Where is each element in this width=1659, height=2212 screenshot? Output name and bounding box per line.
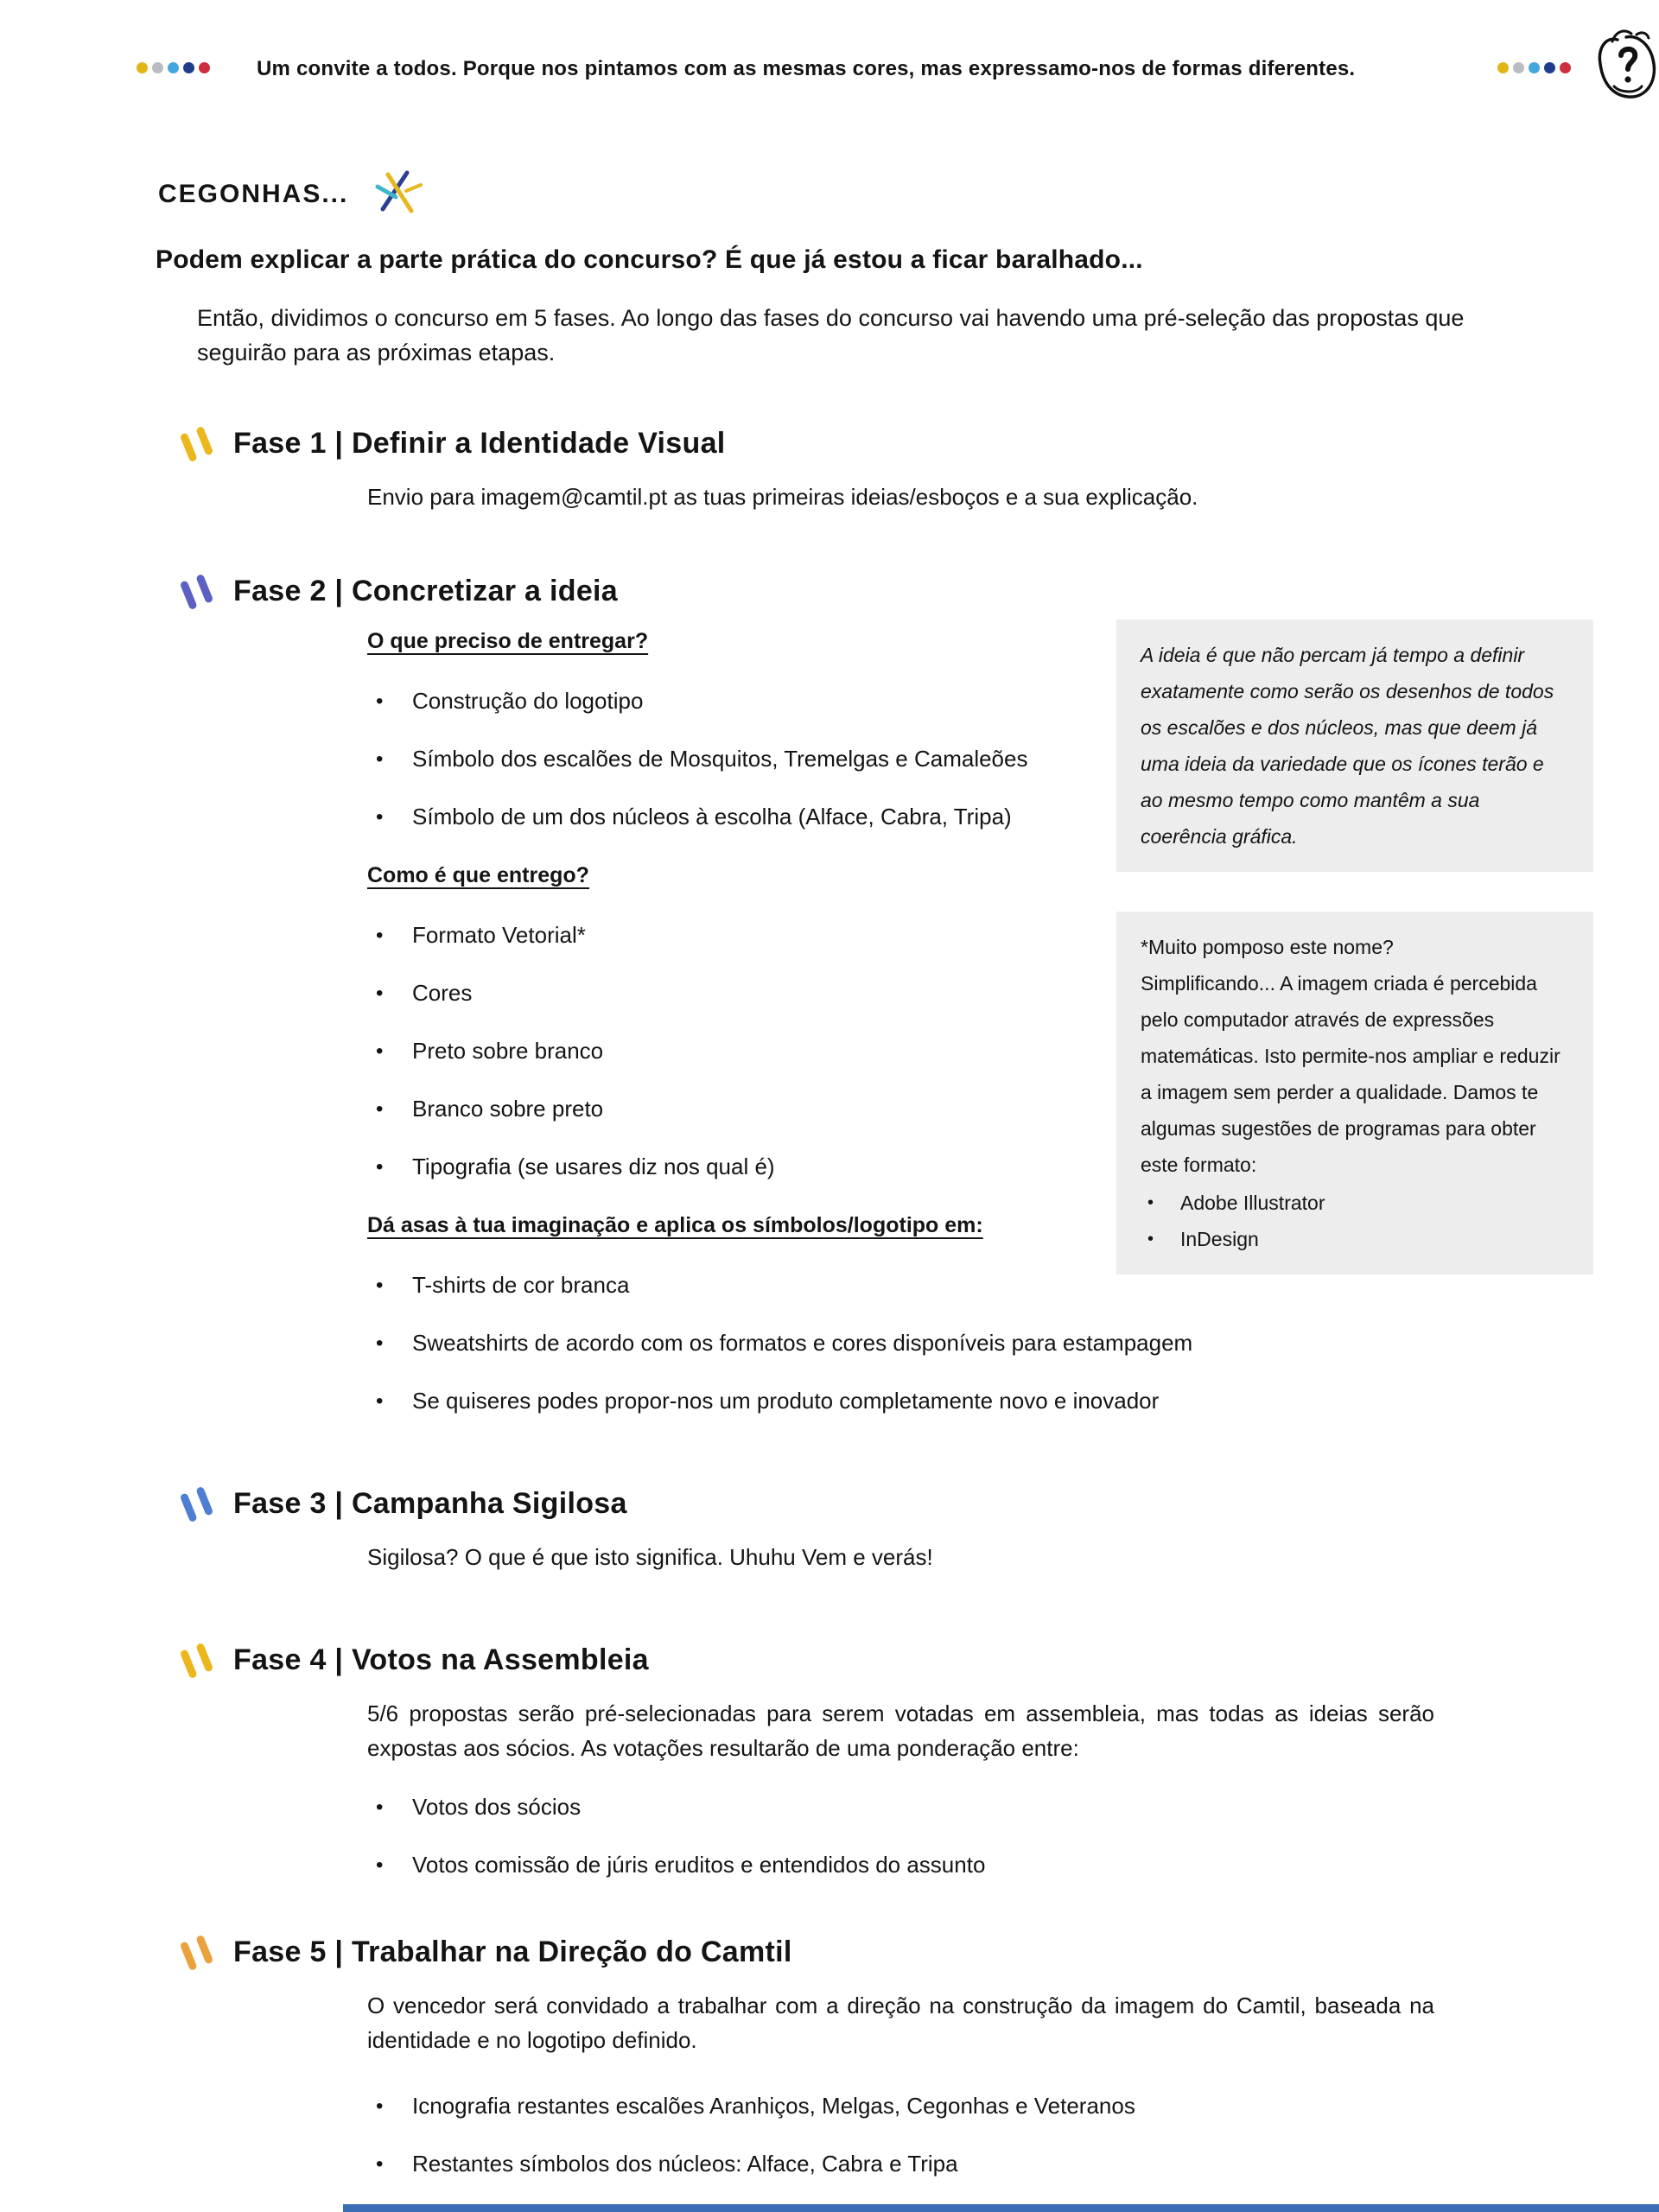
page-title: Podem explicar a parte prática do concurso? É que já estou a ficar baralhado... [156,245,1143,274]
side-note-vetorial-title: *Muito pomposo este nome? [1141,936,1394,958]
fase-5-list [367,2092,1659,2177]
fase-4-section [0,1643,1659,1878]
fase-3-body: Sigilosa? O que é que isto significa. Uhuhu Vem e verás! [367,1544,933,1570]
list-item: • Votos dos sócios [367,1793,1659,1821]
group-heading-aplica: Dá asas à tua imaginação e aplica os símbolos/logotipo em: [367,1213,983,1237]
list-item: • Se quiseres podes propor-nos um produto completamente novo e inovador [367,1387,1318,1414]
list-item: • Construção do logotipo [367,687,1318,715]
color-dot [137,62,148,73]
fase-4-body: 5/6 propostas serão pré-selecionadas para serem votadas em assembleia, mas todas as ideias serão expostas aos sócios. As votações resultarão de uma ponderação entre: [367,1700,1434,1761]
double-slash-icon [180,1934,214,1970]
fase-5-title-text: Fase 5 | Trabalhar na Direção do Camtil [233,1936,792,1968]
speaker-label: CEGONHAS... [158,180,349,208]
color-dot [199,62,210,73]
fase-1-title-text: Fase 1 | Definir a Identidade Visual [233,427,726,460]
brand-dots-left [137,62,210,73]
fase-4-list [367,1793,1659,1878]
list-item: • Cores [367,979,1318,1007]
intro-paragraph: Então, dividimos o concurso em 5 fases. Ao longo das fases do concurso vai havendo uma pré-seleção das propostas que seguirão para as próximas etapas. [197,305,1465,365]
list-item: • Formato Vetorial* [367,921,1318,949]
aplica-list [367,1271,1318,1414]
fase-3-section [0,1487,1659,1574]
color-dot [1497,62,1509,73]
group-heading-entregar: O que preciso de entregar? [367,629,649,653]
list-item: • Icnografia restantes escalões Aranhiços, Melgas, Cegonhas e Veteranos [367,2092,1659,2120]
double-slash-icon [180,1642,214,1678]
fase-5-title [184,1936,1659,1969]
color-dot [1544,62,1555,73]
double-slash-icon [180,425,214,461]
fase-3-title-text: Fase 3 | Campanha Sigilosa [233,1487,627,1520]
list-item: • Sweatshirts de acordo com os formatos e cores disponíveis para estampagem [367,1329,1318,1357]
double-slash-icon [180,573,214,609]
fase-5-section [0,1936,1659,2177]
double-slash-icon [180,1485,214,1522]
fase-2-title-text: Fase 2 | Concretizar a ideia [233,575,618,607]
side-note-vetorial-text: Simplificando... A imagem criada é percebida pelo computador através de expressões matemáticas. Isto permite-nos ampliar e reduzir a imagem sem perder a qualidade. Damos te algumas sugestões de programas para obter este formato: [1141,972,1560,1176]
side-note-idea-text: A ideia é que não percam já tempo a definir exatamente como serão os desenhos de todos os escalões e dos núcleos, mas que deem já uma ideia da variedade que os ícones terão e ao mesmo tempo como mantêm a sua coerência gráfica. [1141,644,1554,848]
fase-1-section [0,427,1659,514]
list-item: • Adobe Illustrator [1141,1185,1569,1221]
vetorial-programs-list [1141,1185,1569,1257]
list-item: • Restantes símbolos dos núcleos: Alface, Cabra e Tripa [367,2150,1659,2177]
list-item: • Branco sobre preto [367,1095,1318,1122]
fase-4-title [184,1643,1659,1677]
fase-5-body: O vencedor será convidado a trabalhar com a direção na construção da imagem do Camtil, baseada na identidade e no logotipo definido. [367,1993,1434,2053]
list-item: • Símbolo dos escalões de Mosquitos, Tremelgas e Camaleões [367,745,1318,772]
brand-dots-right [1497,62,1571,73]
list-item: • Preto sobre branco [367,1037,1318,1065]
fase-2-section [0,575,1659,1414]
side-note-idea [1116,620,1593,872]
header-tagline: Um convite a todos. Porque nos pintamos com as mesmas cores, mas expressamo-nos de formas diferentes. [257,57,1356,80]
fase-4-title-text: Fase 4 | Votos na Assembleia [233,1643,649,1676]
fase-1-body: Envio para imagem@camtil.pt as tuas primeiras ideias/esboços e a sua explicação. [367,484,1198,510]
list-item: • T-shirts de cor branca [367,1271,1318,1299]
fase-1-title [184,427,1659,461]
list-item: • InDesign [1141,1221,1569,1257]
group-heading-entrego: Como é que entrego? [367,863,589,887]
fase-3-title [184,1487,1659,1521]
list-item: • Votos comissão de júris eruditos e entendidos do assunto [367,1851,1659,1878]
camtil-scribble-logo-icon [1592,26,1659,113]
color-dot [1560,62,1571,73]
list-item: • Tipografia (se usares diz nos qual é) [367,1153,1318,1180]
color-dot [183,62,194,73]
color-dot [152,62,163,73]
color-dot [1513,62,1524,73]
side-note-vetorial [1116,912,1593,1274]
color-dot [1529,62,1540,73]
list-item: • Símbolo de um dos núcleos à escolha (Alface, Cabra, Tripa) [367,803,1318,830]
cegonhas-star-icon [371,168,428,222]
fase-2-title [184,575,1659,608]
color-dot [168,62,179,73]
next-page-edge-bar [343,2204,1659,2212]
speaker-row [158,169,1659,219]
